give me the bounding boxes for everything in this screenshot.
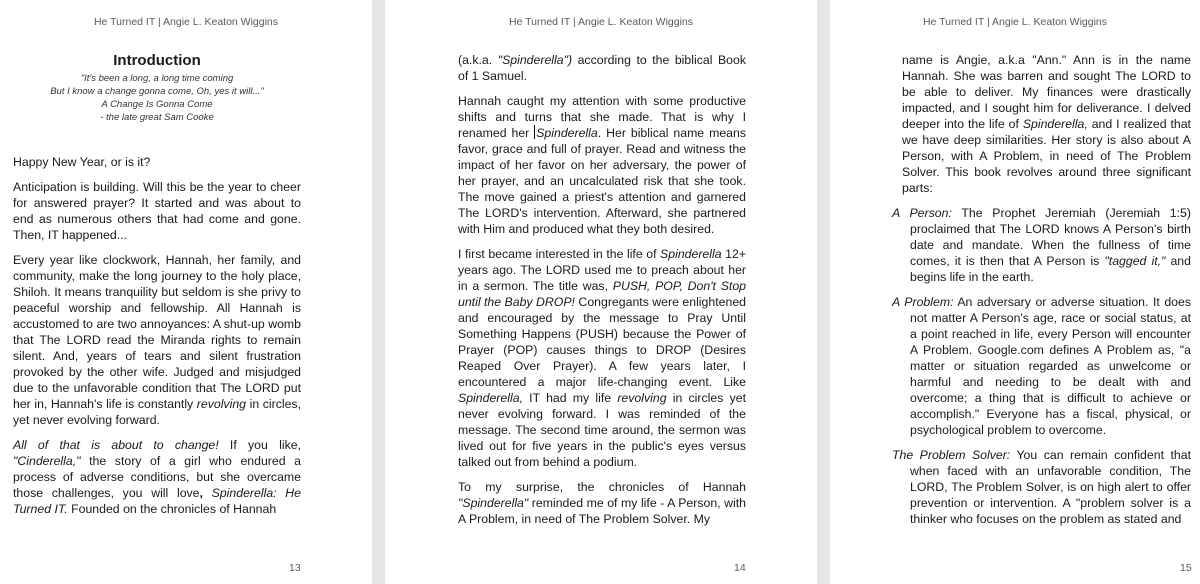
page-14 xyxy=(385,0,817,584)
epigraph-line-1: "It's been a long, a long time coming xyxy=(80,73,234,84)
page-15 xyxy=(830,0,1200,584)
chapter-title: Introduction xyxy=(113,52,201,69)
paragraph-2: Anticipation is building. Will this be the year to cheer for answered prayer? It started and was about to end as numerous others that had come and gone. Then, IT happened... xyxy=(13,180,301,242)
paragraph-1: Happy New Year, or is it? xyxy=(13,155,151,169)
paragraph-4: To my surprise, the chronicles of Hannah "Spinderella" reminded me of my life - A Person, with A Problem, in need of The Problem Solver. My xyxy=(458,480,746,526)
page-number: 15 xyxy=(1180,562,1192,574)
paragraph-a-person: A Person: The Prophet Jeremiah (Jeremiah 1:5) proclaimed that The LORD knows A Person's birth date and mandate. When the fullness of time comes, it is then that A Person is "tagged it," and begins life in the earth. xyxy=(892,206,1191,284)
epigraph-line-3: A Change Is Gonna Come xyxy=(101,99,213,110)
paragraph-2: Hannah caught my attention with some productive shifts and turns that she made. That is why I renamed her Spinderella. Her biblical name means favor, grace and full of prayer. Read and witness the impact of her favor on her adversary, the power of her prayer, and an uncalculated risk that she took. The move gained a priest's attention and garnered The LORD's intervention. Afterward, she partnered with Him and produced what they both desired. xyxy=(458,94,746,236)
page-header: He Turned IT | Angie L. Keaton Wiggins xyxy=(93,16,279,28)
page-15-body xyxy=(892,52,1191,536)
paragraph-a-problem: A Problem: An adversary or adverse situation. It does not matter A Person's age, race or social status, at a point reached in life, every Person will encounter A Problem. Google.com defines A Problem as, "a matter or situation regarded as unwelcome or harmful and needing to be dealt with and overcome; a thing that is difficult to achieve or accomplish." Everyone has a fiscal, physical, or psychological problem to overcome. xyxy=(892,295,1191,437)
epigraph-line-4: - the late great Sam Cooke xyxy=(100,112,214,123)
page-14-body xyxy=(458,52,746,536)
paragraph-4: All of that is about to change! If you like, "Cinderella," the story of a girl who endured a process of adverse conditions, but she overcame those challenges, you will love, Spinderella: He Turned IT. Founded on the chronicles of Hannah xyxy=(13,438,302,516)
epigraph-line-2: But I know a change gonna come, Oh, yes it will..." xyxy=(50,86,264,97)
paragraph-1: name is Angie, a.k.a "Ann." Ann is in the name Hannah. She was barren and sought The LORD to be able to deliver. My finances were drastically impacted, and I sought him for deliverance. I delved deeper into the life of Spinderella, and I realized that we have deep similarities. Her story is also about A Person, with A Problem, in need of The Problem Solver. This book revolves around three significant parts: xyxy=(902,53,1191,195)
page-number: 13 xyxy=(289,562,301,574)
paragraph-3: I first became interested in the life of Spinderella 12+ years ago. The LORD used me to preach about her in a sermon. The title was, PUSH, POP, Don't Stop until the Baby DROP! Congregants were enlightened and encouraged by the message to Pray Until Something Happens (PUSH) because the Power of Prayer (POP) causes things to DROP (Desires Reaped Over Prayer). A few years later, I encountered a major life-changing event. Like Spinderella, IT had my life revolving in circles yet never evolving forward. I was reminded of the message. The second time around, the sermon was lived out for five years in the public's eyes versus talked out from behind a podium. xyxy=(458,247,747,469)
page-13 xyxy=(0,0,372,584)
page-number: 14 xyxy=(734,562,746,574)
page-header: He Turned IT | Angie L. Keaton Wiggins xyxy=(508,16,694,28)
paragraph-problem-solver: The Problem Solver: You can remain confident that when faced with an unfavorable condition, The LORD, The Problem Solver, is on high alert to offer prevention or intervention. A "problem solver is a thinker who focuses on the problem as stated and xyxy=(892,448,1191,526)
page-header: He Turned IT | Angie L. Keaton Wiggins xyxy=(922,16,1108,28)
paragraph-1: (a.k.a. "Spinderella") according to the biblical Book of 1 Samuel. xyxy=(458,53,746,83)
paragraph-3: Every year like clockwork, Hannah, her family, and community, make the long journey to the holy place, Shiloh. It means tranquility but seldom is she privy to peaceful worship and fellowship. All Hannah is accustomed to are two annoyances: A shut-up womb that The LORD read the Miranda rights to remain silent. And, years of tears and silent frustration provoked by the other wife. Judged and misjudged due to the unfavorable condition that The LORD put her in, Hannah's life is constantly revolving in circles, yet never evolving forward. xyxy=(13,253,301,427)
page-13-body xyxy=(13,52,301,526)
